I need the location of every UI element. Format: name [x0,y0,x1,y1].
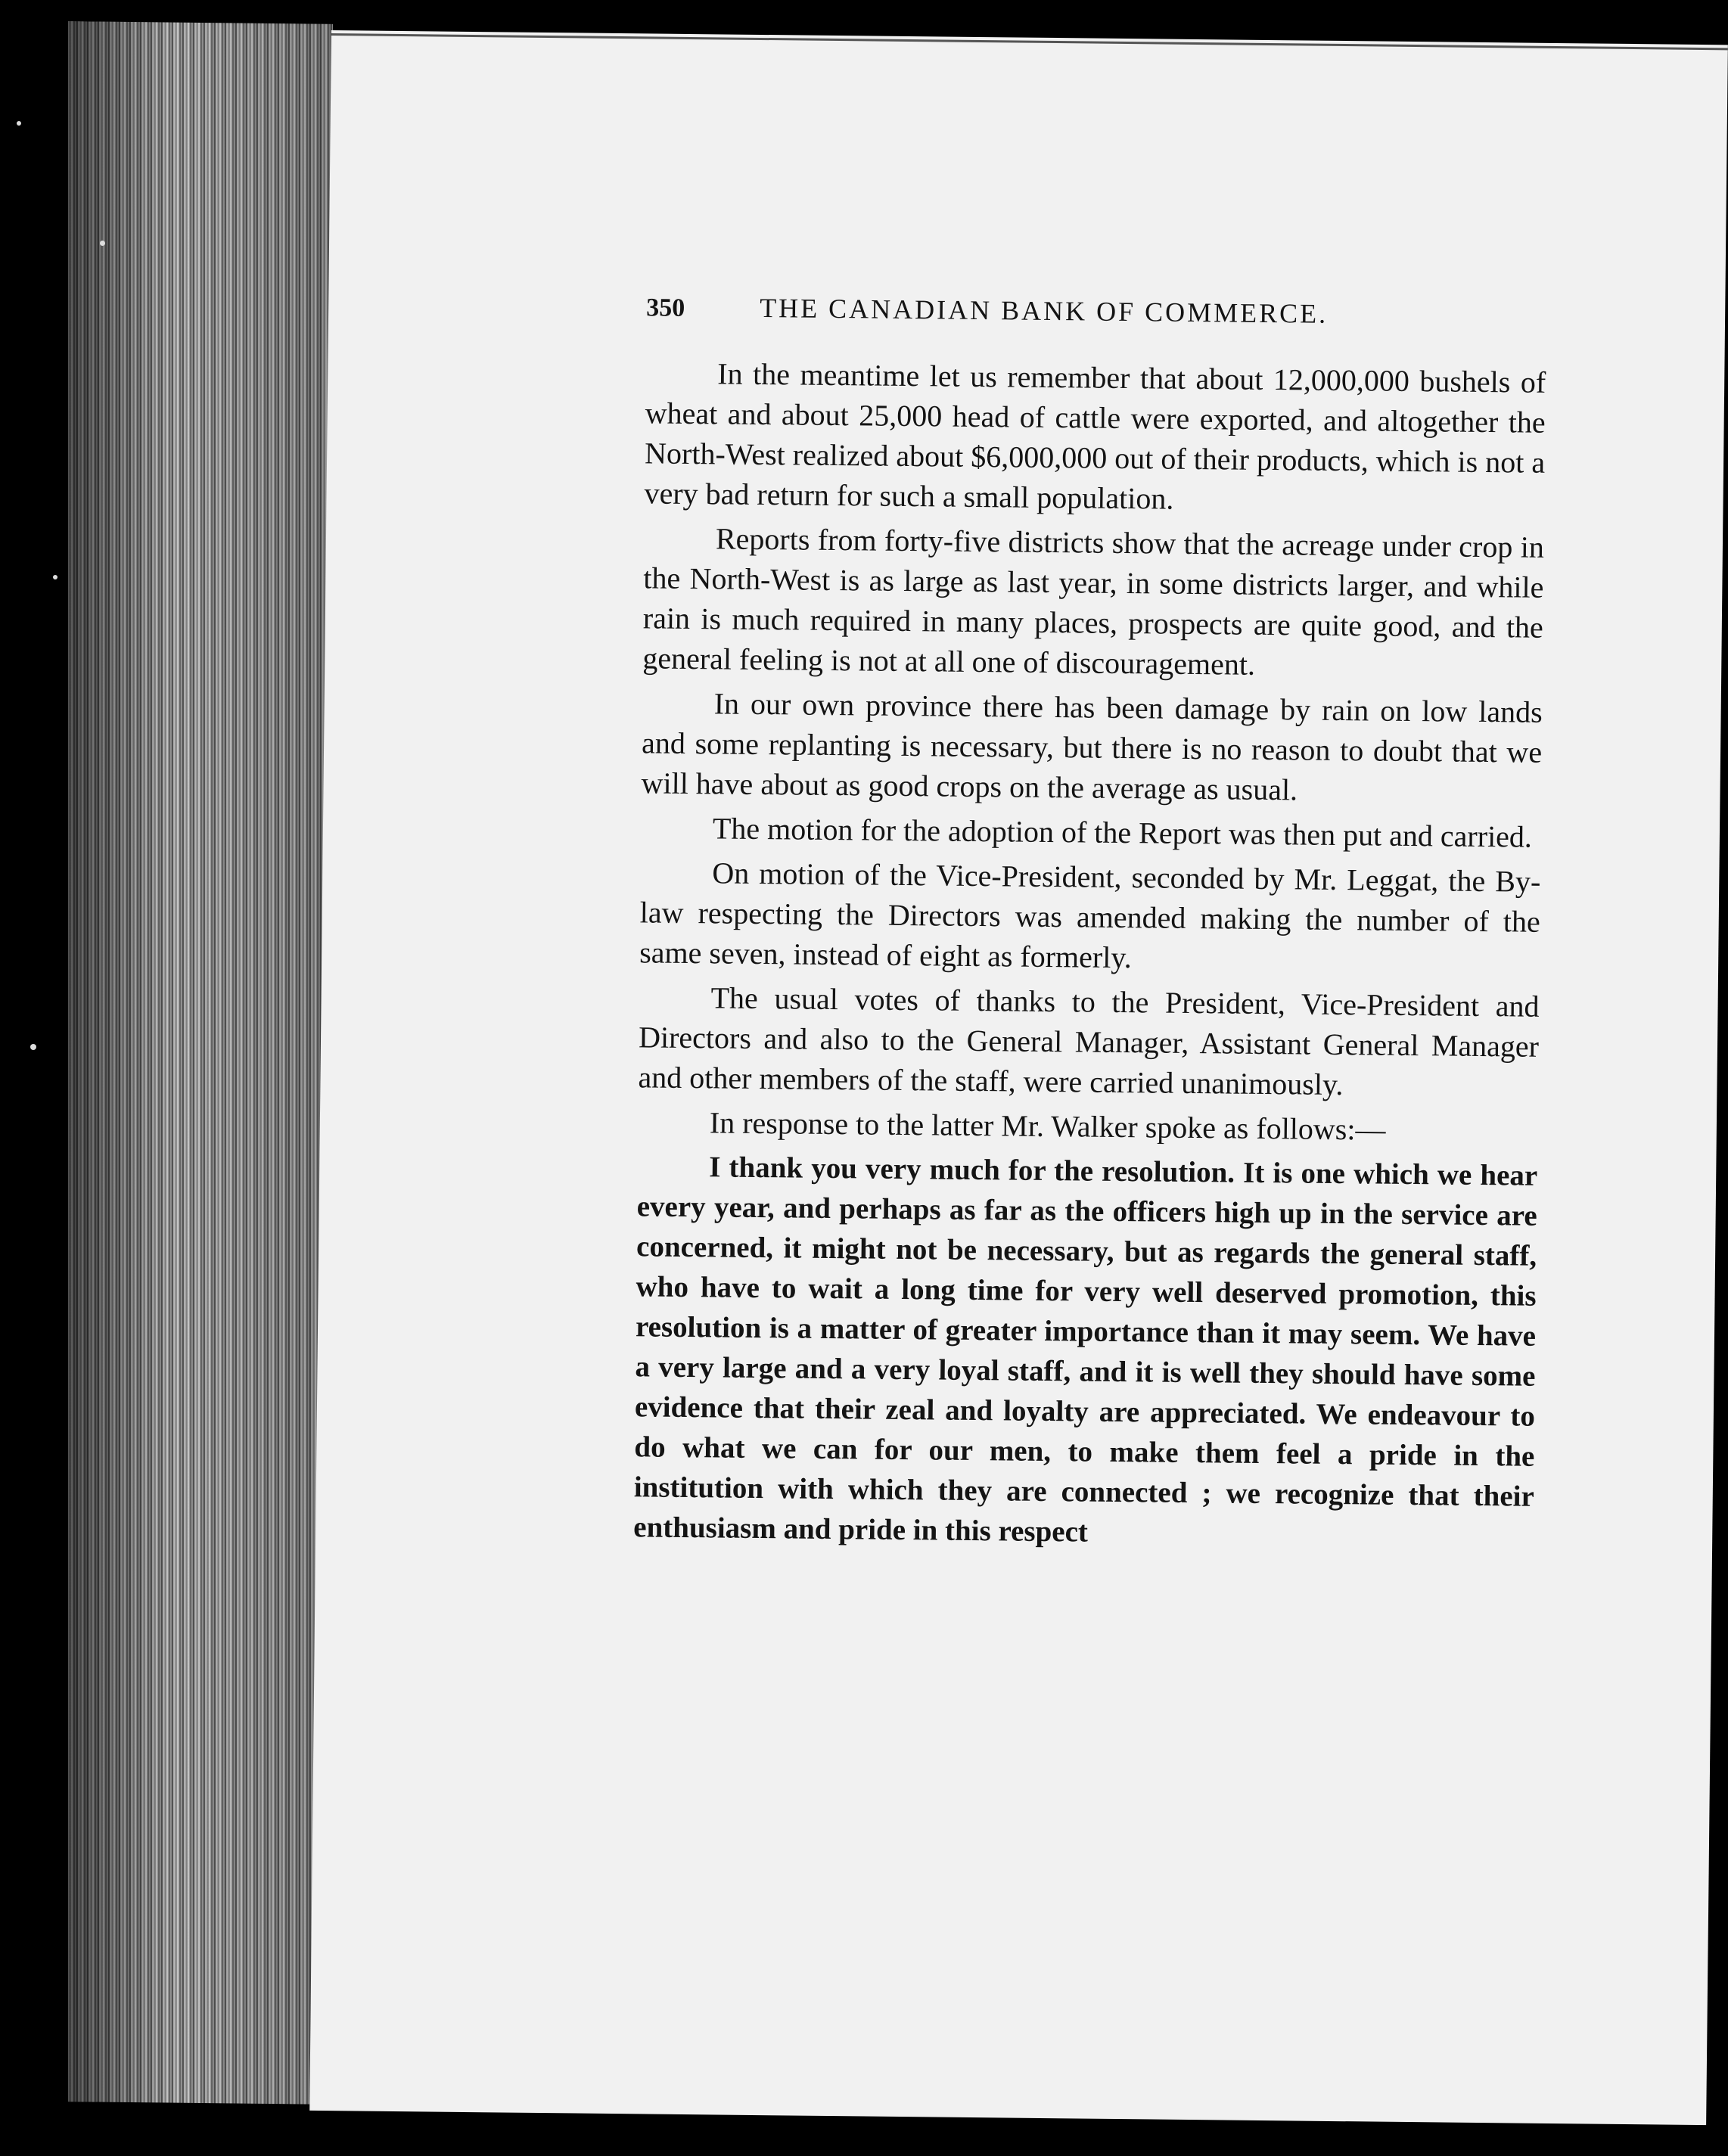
paragraph: On motion of the Vice-President, seconded by Mr. Leggat, the By-law respecting the Directors was amended making the number of the same seven, instead of eight as formerly. [639,856,1541,975]
page-number: 350 [645,294,685,322]
running-head [646,290,1546,331]
paragraph: The motion for the adoption of the Report was then put and carried. [712,811,1533,854]
book-page [309,30,1728,2125]
book-page-edges [68,21,333,2105]
dust-speck [53,575,57,579]
page-content [633,290,1546,1561]
speech-paragraph: I thank you very much for the resolution. It is one which we hear every year, and perhaps as far as the officers high up in the service are concerned, it might not be necessary, but as regards the general staff, who have to wait a long time for very well deserved promotion, this resolution is a matter of greater importance than it may seem. We have a very large and a very loyal staff, and it is well they should have some evidence that their zeal and loyalty are appreciated. We endeavour to do what we can for our men, to make them feel a pride in the institution with which they are connected ; we recognize that their enthusiasm and pride in this respect [633,1151,1538,1549]
running-title: THE CANADIAN BANK OF COMMERCE. [759,292,1329,329]
dust-speck [100,241,105,246]
paragraph: In the meantime let us remember that about 12,000,000 bushels of wheat and about 25,000 head of cattle were exported, and altogether the North-West realized about $6,000,000 out of their products, which is not a very bad return for such a small population. [644,356,1546,516]
paragraph: In response to the latter Mr. Walker spoke as follows:— [709,1105,1386,1147]
dust-speck [17,121,21,126]
paragraph: Reports from forty-five districts show that the acreage under crop in the North-West is as large as last year, in some districts larger, and while rain is much required in many places, prospects are quite good, and the general feeling is not at all one of discouragement. [642,521,1545,682]
dust-speck [30,1044,36,1050]
paragraph: In our own province there has been damage by rain on low lands and some replanting is necessary, but there is no reason to doubt that we will have about as good crops on the average as usual. [641,686,1543,807]
paragraph: The usual votes of thanks to the President, Vice-President and Directors and also to the General Manager, Assistant General Manager and other members of the staff, were carried unanimously. [638,980,1540,1102]
